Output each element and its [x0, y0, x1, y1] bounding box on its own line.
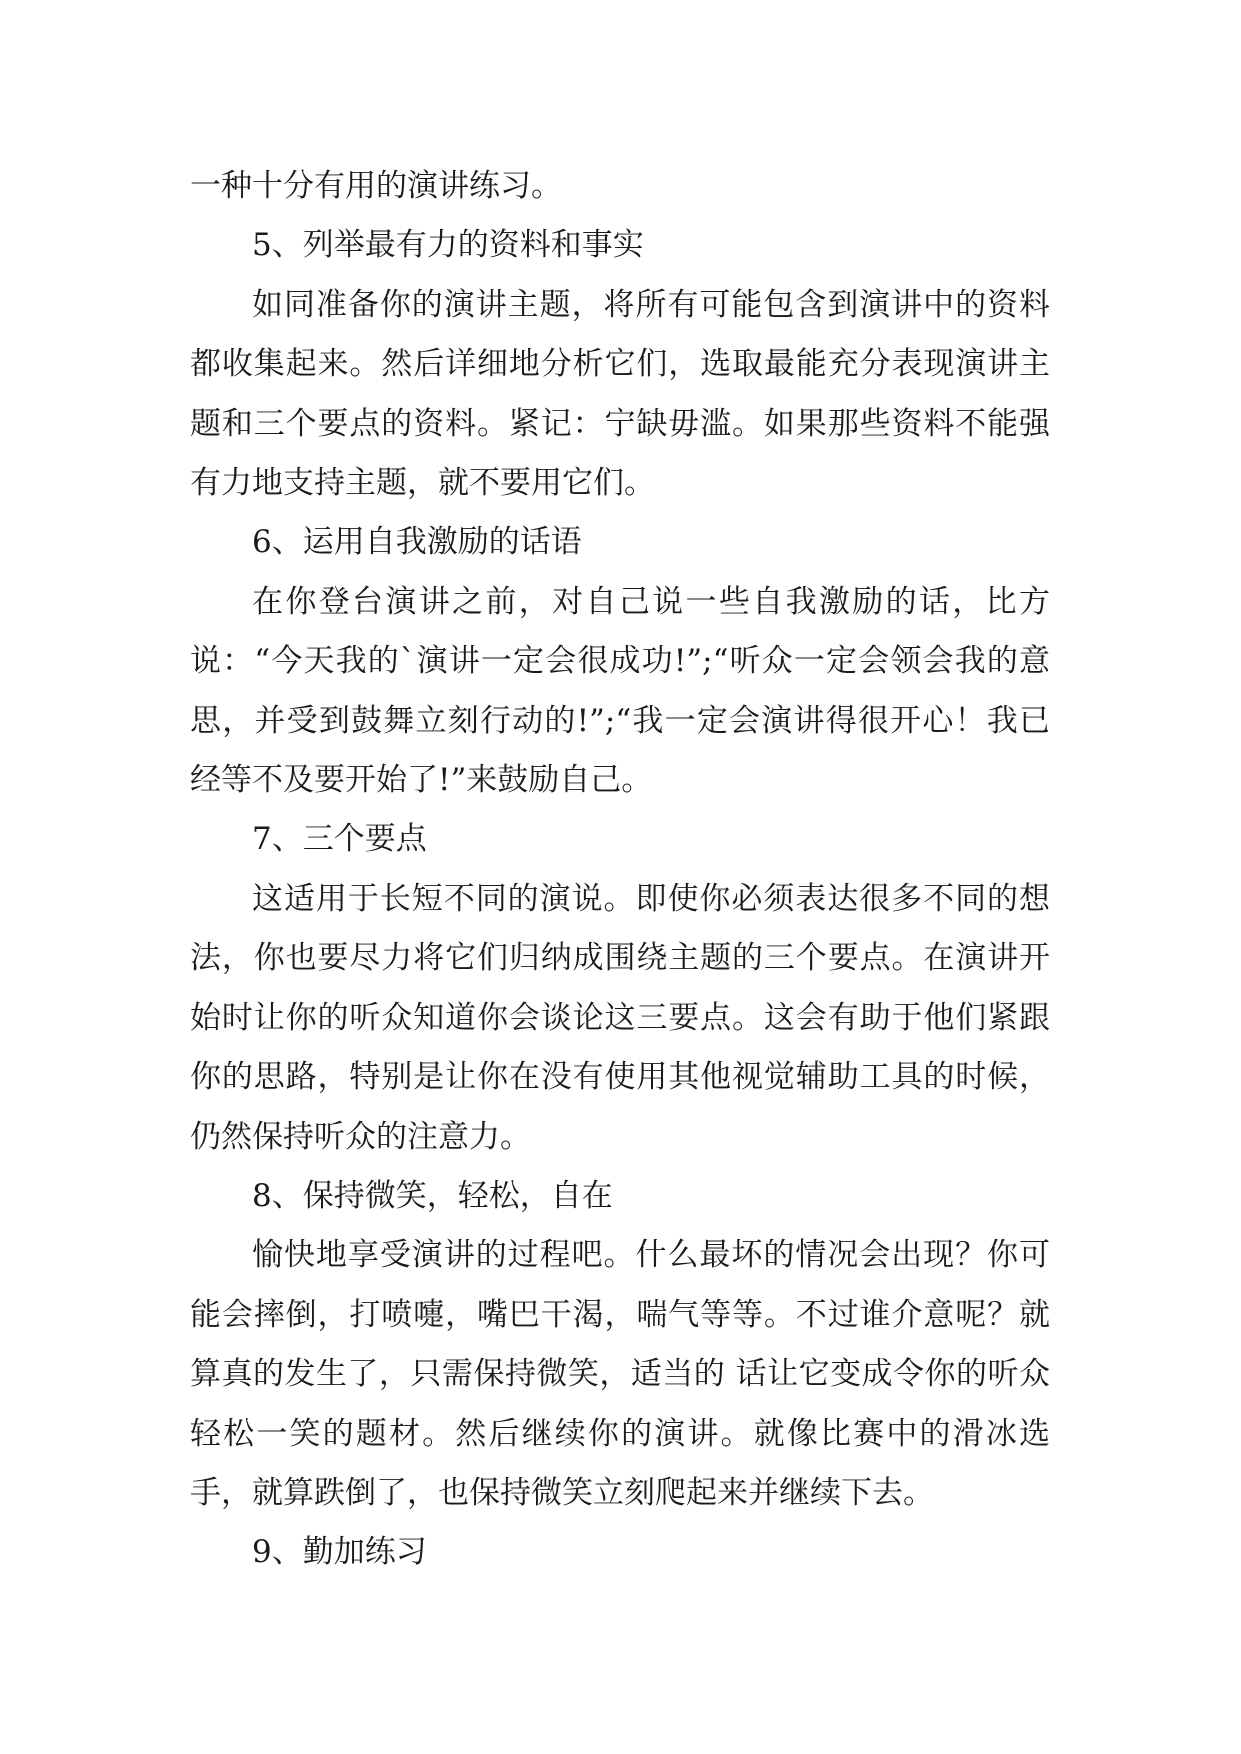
document-body: [190, 157, 1050, 1583]
paragraph-section-6: 在你登台演讲之前，对自己说一些自我激励的话，比方说：“今天我的`演讲一定会很成功!”;“听众一定会领会我的意思，并受到鼓舞立刻行动的!”;“我一定会演讲得很开心！我已经等不及要开始了!”来鼓励自己。: [190, 583, 1050, 799]
section-heading-7: 7、三个要点: [252, 821, 427, 858]
section-heading-5: 5、列举最有力的资料和事实: [252, 227, 644, 264]
paragraph-continued: 一种十分有用的演讲练习。: [190, 168, 562, 204]
paragraph-section-8: 愉快地享受演讲的过程吧。什么最坏的情况会出现？你可能会摔倒，打喷嚏，嘴巴干渴，喘气等等。不过谁介意呢？就算真的发生了，只需保持微笑，适当的 话让它变成令你的听众轻松一笑的题材。然后继续你的演讲。就像比赛中的滑冰选手，就算跌倒了，也保持微笑立刻爬起来并继续下去。: [190, 1237, 1050, 1511]
section-heading-8: 8、保持微笑，轻松，自在: [252, 1177, 613, 1214]
section-heading-6: 6、运用自我激励的话语: [252, 524, 582, 561]
section-heading-9: 9、勤加练习: [252, 1534, 427, 1571]
paragraph-section-7: 这适用于长短不同的演说。即使你必须表达很多不同的想法，你也要尽力将它们归纳成围绕主题的三个要点。在演讲开始时让你的听众知道你会谈论这三要点。这会有助于他们紧跟你的思路，特别是让你在没有使用其他视觉辅助工具的时候，仍然保持听众的注意力。: [190, 880, 1050, 1155]
paragraph-section-5: 如同准备你的演讲主题，将所有可能包含到演讲中的资料都收集起来。然后详细地分析它们，选取最能充分表现演讲主题和三个要点的资料。紧记：宁缺毋滥。如果那些资料不能强有力地支持主题，就不要用它们。: [190, 286, 1050, 502]
